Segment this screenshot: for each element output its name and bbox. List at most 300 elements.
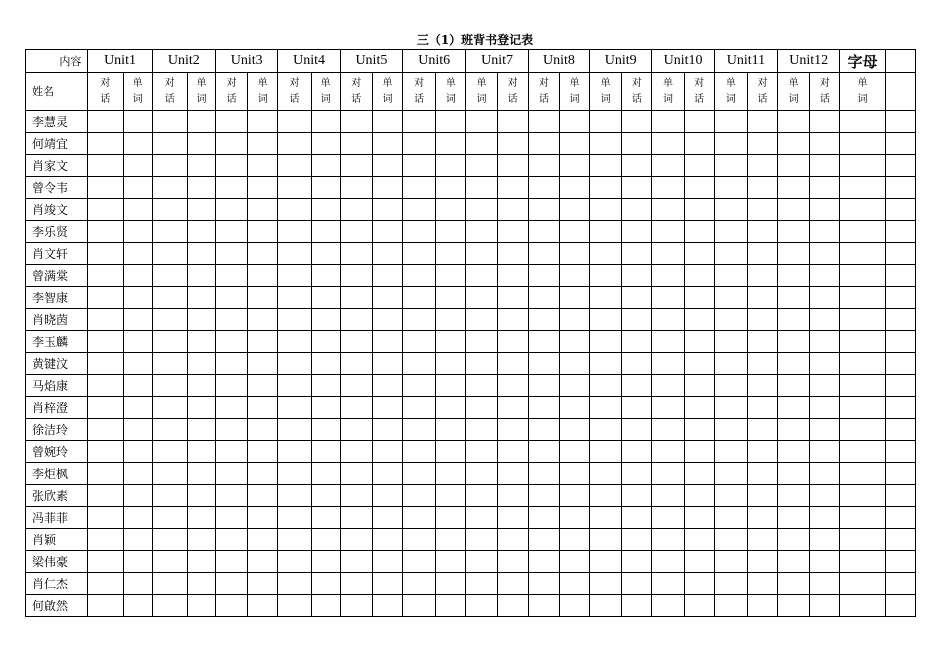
record-cell[interactable]	[684, 573, 714, 595]
record-cell[interactable]	[590, 243, 622, 265]
record-cell[interactable]	[123, 177, 152, 199]
record-cell[interactable]	[747, 221, 777, 243]
record-cell[interactable]	[559, 529, 589, 551]
record-cell[interactable]	[840, 111, 885, 133]
record-cell[interactable]	[559, 551, 589, 573]
record-cell[interactable]	[714, 133, 747, 155]
record-cell[interactable]	[436, 419, 466, 441]
record-cell[interactable]	[528, 419, 559, 441]
record-cell[interactable]	[123, 397, 152, 419]
record-cell[interactable]	[88, 265, 123, 287]
record-cell[interactable]	[840, 507, 885, 529]
record-cell[interactable]	[88, 221, 123, 243]
record-cell[interactable]	[684, 441, 714, 463]
record-cell[interactable]	[684, 287, 714, 309]
record-cell[interactable]	[810, 243, 840, 265]
record-cell[interactable]	[436, 485, 466, 507]
record-cell[interactable]	[622, 573, 652, 595]
record-cell[interactable]	[123, 287, 152, 309]
record-cell[interactable]	[810, 507, 840, 529]
record-cell[interactable]	[559, 331, 589, 353]
record-cell[interactable]	[528, 243, 559, 265]
record-cell[interactable]	[123, 331, 152, 353]
record-cell[interactable]	[747, 485, 777, 507]
record-cell[interactable]	[885, 331, 915, 353]
record-cell[interactable]	[497, 331, 528, 353]
record-cell[interactable]	[278, 463, 311, 485]
record-cell[interactable]	[714, 155, 747, 177]
record-cell[interactable]	[497, 507, 528, 529]
record-cell[interactable]	[466, 463, 497, 485]
record-cell[interactable]	[372, 419, 402, 441]
record-cell[interactable]	[152, 573, 187, 595]
record-cell[interactable]	[187, 551, 215, 573]
record-cell[interactable]	[840, 243, 885, 265]
record-cell[interactable]	[528, 573, 559, 595]
record-cell[interactable]	[187, 463, 215, 485]
record-cell[interactable]	[88, 551, 123, 573]
record-cell[interactable]	[152, 595, 187, 617]
record-cell[interactable]	[590, 287, 622, 309]
record-cell[interactable]	[559, 463, 589, 485]
record-cell[interactable]	[436, 551, 466, 573]
record-cell[interactable]	[340, 353, 372, 375]
record-cell[interactable]	[311, 397, 340, 419]
record-cell[interactable]	[123, 309, 152, 331]
record-cell[interactable]	[714, 199, 747, 221]
record-cell[interactable]	[88, 529, 123, 551]
record-cell[interactable]	[497, 353, 528, 375]
record-cell[interactable]	[747, 287, 777, 309]
record-cell[interactable]	[88, 595, 123, 617]
record-cell[interactable]	[810, 573, 840, 595]
record-cell[interactable]	[88, 155, 123, 177]
record-cell[interactable]	[152, 353, 187, 375]
record-cell[interactable]	[466, 397, 497, 419]
record-cell[interactable]	[403, 221, 436, 243]
record-cell[interactable]	[152, 177, 187, 199]
record-cell[interactable]	[88, 199, 123, 221]
record-cell[interactable]	[466, 199, 497, 221]
record-cell[interactable]	[810, 551, 840, 573]
record-cell[interactable]	[340, 529, 372, 551]
record-cell[interactable]	[152, 485, 187, 507]
record-cell[interactable]	[590, 397, 622, 419]
record-cell[interactable]	[278, 573, 311, 595]
record-cell[interactable]	[187, 111, 215, 133]
record-cell[interactable]	[123, 111, 152, 133]
record-cell[interactable]	[152, 507, 187, 529]
record-cell[interactable]	[248, 221, 278, 243]
record-cell[interactable]	[810, 441, 840, 463]
record-cell[interactable]	[885, 551, 915, 573]
record-cell[interactable]	[810, 287, 840, 309]
record-cell[interactable]	[885, 309, 915, 331]
record-cell[interactable]	[403, 243, 436, 265]
record-cell[interactable]	[590, 485, 622, 507]
record-cell[interactable]	[216, 595, 248, 617]
record-cell[interactable]	[885, 221, 915, 243]
record-cell[interactable]	[123, 375, 152, 397]
record-cell[interactable]	[840, 551, 885, 573]
record-cell[interactable]	[622, 529, 652, 551]
record-cell[interactable]	[248, 397, 278, 419]
record-cell[interactable]	[747, 419, 777, 441]
record-cell[interactable]	[622, 375, 652, 397]
record-cell[interactable]	[528, 287, 559, 309]
record-cell[interactable]	[840, 463, 885, 485]
record-cell[interactable]	[622, 551, 652, 573]
record-cell[interactable]	[528, 309, 559, 331]
record-cell[interactable]	[622, 243, 652, 265]
record-cell[interactable]	[885, 111, 915, 133]
record-cell[interactable]	[810, 177, 840, 199]
record-cell[interactable]	[340, 111, 372, 133]
record-cell[interactable]	[466, 221, 497, 243]
record-cell[interactable]	[248, 507, 278, 529]
record-cell[interactable]	[497, 111, 528, 133]
record-cell[interactable]	[436, 375, 466, 397]
record-cell[interactable]	[714, 265, 747, 287]
record-cell[interactable]	[340, 595, 372, 617]
record-cell[interactable]	[840, 441, 885, 463]
record-cell[interactable]	[403, 507, 436, 529]
record-cell[interactable]	[684, 595, 714, 617]
record-cell[interactable]	[810, 265, 840, 287]
record-cell[interactable]	[216, 111, 248, 133]
record-cell[interactable]	[372, 111, 402, 133]
record-cell[interactable]	[840, 309, 885, 331]
record-cell[interactable]	[436, 353, 466, 375]
record-cell[interactable]	[248, 419, 278, 441]
record-cell[interactable]	[778, 485, 810, 507]
record-cell[interactable]	[652, 573, 684, 595]
record-cell[interactable]	[778, 111, 810, 133]
record-cell[interactable]	[372, 133, 402, 155]
record-cell[interactable]	[372, 463, 402, 485]
record-cell[interactable]	[622, 463, 652, 485]
record-cell[interactable]	[747, 463, 777, 485]
record-cell[interactable]	[810, 155, 840, 177]
record-cell[interactable]	[187, 485, 215, 507]
record-cell[interactable]	[528, 397, 559, 419]
record-cell[interactable]	[216, 419, 248, 441]
record-cell[interactable]	[216, 551, 248, 573]
record-cell[interactable]	[622, 397, 652, 419]
record-cell[interactable]	[340, 243, 372, 265]
record-cell[interactable]	[311, 199, 340, 221]
record-cell[interactable]	[466, 265, 497, 287]
record-cell[interactable]	[885, 419, 915, 441]
record-cell[interactable]	[311, 155, 340, 177]
record-cell[interactable]	[528, 551, 559, 573]
record-cell[interactable]	[528, 595, 559, 617]
record-cell[interactable]	[528, 463, 559, 485]
record-cell[interactable]	[652, 463, 684, 485]
record-cell[interactable]	[311, 177, 340, 199]
record-cell[interactable]	[466, 441, 497, 463]
record-cell[interactable]	[590, 551, 622, 573]
record-cell[interactable]	[311, 111, 340, 133]
record-cell[interactable]	[403, 309, 436, 331]
record-cell[interactable]	[340, 463, 372, 485]
record-cell[interactable]	[88, 419, 123, 441]
record-cell[interactable]	[88, 287, 123, 309]
record-cell[interactable]	[216, 243, 248, 265]
record-cell[interactable]	[747, 595, 777, 617]
record-cell[interactable]	[152, 331, 187, 353]
record-cell[interactable]	[497, 595, 528, 617]
record-cell[interactable]	[88, 507, 123, 529]
record-cell[interactable]	[497, 419, 528, 441]
record-cell[interactable]	[216, 309, 248, 331]
record-cell[interactable]	[466, 133, 497, 155]
record-cell[interactable]	[340, 573, 372, 595]
record-cell[interactable]	[652, 177, 684, 199]
record-cell[interactable]	[714, 309, 747, 331]
record-cell[interactable]	[559, 199, 589, 221]
record-cell[interactable]	[622, 199, 652, 221]
record-cell[interactable]	[403, 419, 436, 441]
record-cell[interactable]	[248, 199, 278, 221]
record-cell[interactable]	[278, 199, 311, 221]
record-cell[interactable]	[747, 177, 777, 199]
record-cell[interactable]	[778, 155, 810, 177]
record-cell[interactable]	[840, 485, 885, 507]
record-cell[interactable]	[436, 111, 466, 133]
record-cell[interactable]	[714, 463, 747, 485]
record-cell[interactable]	[340, 485, 372, 507]
record-cell[interactable]	[652, 551, 684, 573]
record-cell[interactable]	[810, 485, 840, 507]
record-cell[interactable]	[278, 397, 311, 419]
record-cell[interactable]	[810, 331, 840, 353]
record-cell[interactable]	[497, 551, 528, 573]
record-cell[interactable]	[466, 529, 497, 551]
record-cell[interactable]	[590, 133, 622, 155]
record-cell[interactable]	[747, 155, 777, 177]
record-cell[interactable]	[372, 551, 402, 573]
record-cell[interactable]	[403, 375, 436, 397]
record-cell[interactable]	[778, 507, 810, 529]
record-cell[interactable]	[278, 551, 311, 573]
record-cell[interactable]	[559, 375, 589, 397]
record-cell[interactable]	[559, 133, 589, 155]
record-cell[interactable]	[497, 133, 528, 155]
record-cell[interactable]	[248, 485, 278, 507]
record-cell[interactable]	[652, 375, 684, 397]
record-cell[interactable]	[248, 375, 278, 397]
record-cell[interactable]	[278, 353, 311, 375]
record-cell[interactable]	[187, 243, 215, 265]
record-cell[interactable]	[684, 551, 714, 573]
record-cell[interactable]	[311, 551, 340, 573]
record-cell[interactable]	[747, 111, 777, 133]
record-cell[interactable]	[840, 331, 885, 353]
record-cell[interactable]	[622, 133, 652, 155]
record-cell[interactable]	[216, 573, 248, 595]
record-cell[interactable]	[152, 309, 187, 331]
record-cell[interactable]	[885, 507, 915, 529]
record-cell[interactable]	[216, 463, 248, 485]
record-cell[interactable]	[528, 485, 559, 507]
record-cell[interactable]	[152, 419, 187, 441]
record-cell[interactable]	[436, 397, 466, 419]
record-cell[interactable]	[840, 573, 885, 595]
record-cell[interactable]	[340, 419, 372, 441]
record-cell[interactable]	[714, 111, 747, 133]
record-cell[interactable]	[152, 287, 187, 309]
record-cell[interactable]	[311, 441, 340, 463]
record-cell[interactable]	[885, 441, 915, 463]
record-cell[interactable]	[88, 441, 123, 463]
record-cell[interactable]	[466, 507, 497, 529]
record-cell[interactable]	[622, 287, 652, 309]
record-cell[interactable]	[778, 353, 810, 375]
record-cell[interactable]	[778, 265, 810, 287]
record-cell[interactable]	[497, 221, 528, 243]
record-cell[interactable]	[216, 177, 248, 199]
record-cell[interactable]	[497, 265, 528, 287]
record-cell[interactable]	[152, 375, 187, 397]
record-cell[interactable]	[497, 463, 528, 485]
record-cell[interactable]	[278, 529, 311, 551]
record-cell[interactable]	[403, 111, 436, 133]
record-cell[interactable]	[497, 177, 528, 199]
record-cell[interactable]	[340, 287, 372, 309]
record-cell[interactable]	[216, 485, 248, 507]
record-cell[interactable]	[88, 353, 123, 375]
record-cell[interactable]	[216, 529, 248, 551]
record-cell[interactable]	[714, 441, 747, 463]
record-cell[interactable]	[497, 155, 528, 177]
record-cell[interactable]	[840, 419, 885, 441]
record-cell[interactable]	[528, 375, 559, 397]
record-cell[interactable]	[311, 353, 340, 375]
record-cell[interactable]	[152, 265, 187, 287]
record-cell[interactable]	[248, 243, 278, 265]
record-cell[interactable]	[590, 177, 622, 199]
record-cell[interactable]	[187, 155, 215, 177]
record-cell[interactable]	[216, 199, 248, 221]
record-cell[interactable]	[216, 375, 248, 397]
record-cell[interactable]	[885, 595, 915, 617]
record-cell[interactable]	[278, 221, 311, 243]
record-cell[interactable]	[152, 199, 187, 221]
record-cell[interactable]	[88, 573, 123, 595]
record-cell[interactable]	[528, 199, 559, 221]
record-cell[interactable]	[372, 397, 402, 419]
record-cell[interactable]	[340, 199, 372, 221]
record-cell[interactable]	[340, 507, 372, 529]
record-cell[interactable]	[248, 287, 278, 309]
record-cell[interactable]	[885, 155, 915, 177]
record-cell[interactable]	[311, 265, 340, 287]
record-cell[interactable]	[747, 529, 777, 551]
record-cell[interactable]	[652, 243, 684, 265]
record-cell[interactable]	[311, 507, 340, 529]
record-cell[interactable]	[684, 331, 714, 353]
record-cell[interactable]	[559, 485, 589, 507]
record-cell[interactable]	[466, 177, 497, 199]
record-cell[interactable]	[810, 309, 840, 331]
record-cell[interactable]	[123, 573, 152, 595]
record-cell[interactable]	[436, 221, 466, 243]
record-cell[interactable]	[684, 507, 714, 529]
record-cell[interactable]	[714, 595, 747, 617]
record-cell[interactable]	[187, 265, 215, 287]
record-cell[interactable]	[559, 309, 589, 331]
record-cell[interactable]	[590, 441, 622, 463]
record-cell[interactable]	[810, 133, 840, 155]
record-cell[interactable]	[248, 551, 278, 573]
record-cell[interactable]	[372, 573, 402, 595]
record-cell[interactable]	[340, 177, 372, 199]
record-cell[interactable]	[590, 155, 622, 177]
record-cell[interactable]	[187, 331, 215, 353]
record-cell[interactable]	[810, 529, 840, 551]
record-cell[interactable]	[714, 397, 747, 419]
record-cell[interactable]	[652, 309, 684, 331]
record-cell[interactable]	[123, 551, 152, 573]
record-cell[interactable]	[714, 375, 747, 397]
record-cell[interactable]	[559, 397, 589, 419]
record-cell[interactable]	[340, 155, 372, 177]
record-cell[interactable]	[403, 551, 436, 573]
record-cell[interactable]	[123, 265, 152, 287]
record-cell[interactable]	[714, 243, 747, 265]
record-cell[interactable]	[559, 221, 589, 243]
record-cell[interactable]	[248, 133, 278, 155]
record-cell[interactable]	[436, 309, 466, 331]
record-cell[interactable]	[278, 243, 311, 265]
record-cell[interactable]	[372, 199, 402, 221]
record-cell[interactable]	[810, 595, 840, 617]
record-cell[interactable]	[622, 331, 652, 353]
record-cell[interactable]	[278, 287, 311, 309]
record-cell[interactable]	[311, 133, 340, 155]
record-cell[interactable]	[559, 111, 589, 133]
record-cell[interactable]	[248, 155, 278, 177]
record-cell[interactable]	[652, 397, 684, 419]
record-cell[interactable]	[403, 441, 436, 463]
record-cell[interactable]	[152, 397, 187, 419]
record-cell[interactable]	[885, 529, 915, 551]
record-cell[interactable]	[684, 397, 714, 419]
record-cell[interactable]	[590, 463, 622, 485]
record-cell[interactable]	[684, 177, 714, 199]
record-cell[interactable]	[497, 287, 528, 309]
record-cell[interactable]	[810, 199, 840, 221]
record-cell[interactable]	[466, 573, 497, 595]
record-cell[interactable]	[747, 199, 777, 221]
record-cell[interactable]	[778, 529, 810, 551]
record-cell[interactable]	[684, 265, 714, 287]
record-cell[interactable]	[88, 485, 123, 507]
record-cell[interactable]	[216, 265, 248, 287]
record-cell[interactable]	[840, 199, 885, 221]
record-cell[interactable]	[311, 375, 340, 397]
record-cell[interactable]	[684, 111, 714, 133]
record-cell[interactable]	[747, 551, 777, 573]
record-cell[interactable]	[436, 287, 466, 309]
record-cell[interactable]	[652, 155, 684, 177]
record-cell[interactable]	[248, 463, 278, 485]
record-cell[interactable]	[88, 397, 123, 419]
record-cell[interactable]	[403, 595, 436, 617]
record-cell[interactable]	[652, 507, 684, 529]
record-cell[interactable]	[187, 507, 215, 529]
